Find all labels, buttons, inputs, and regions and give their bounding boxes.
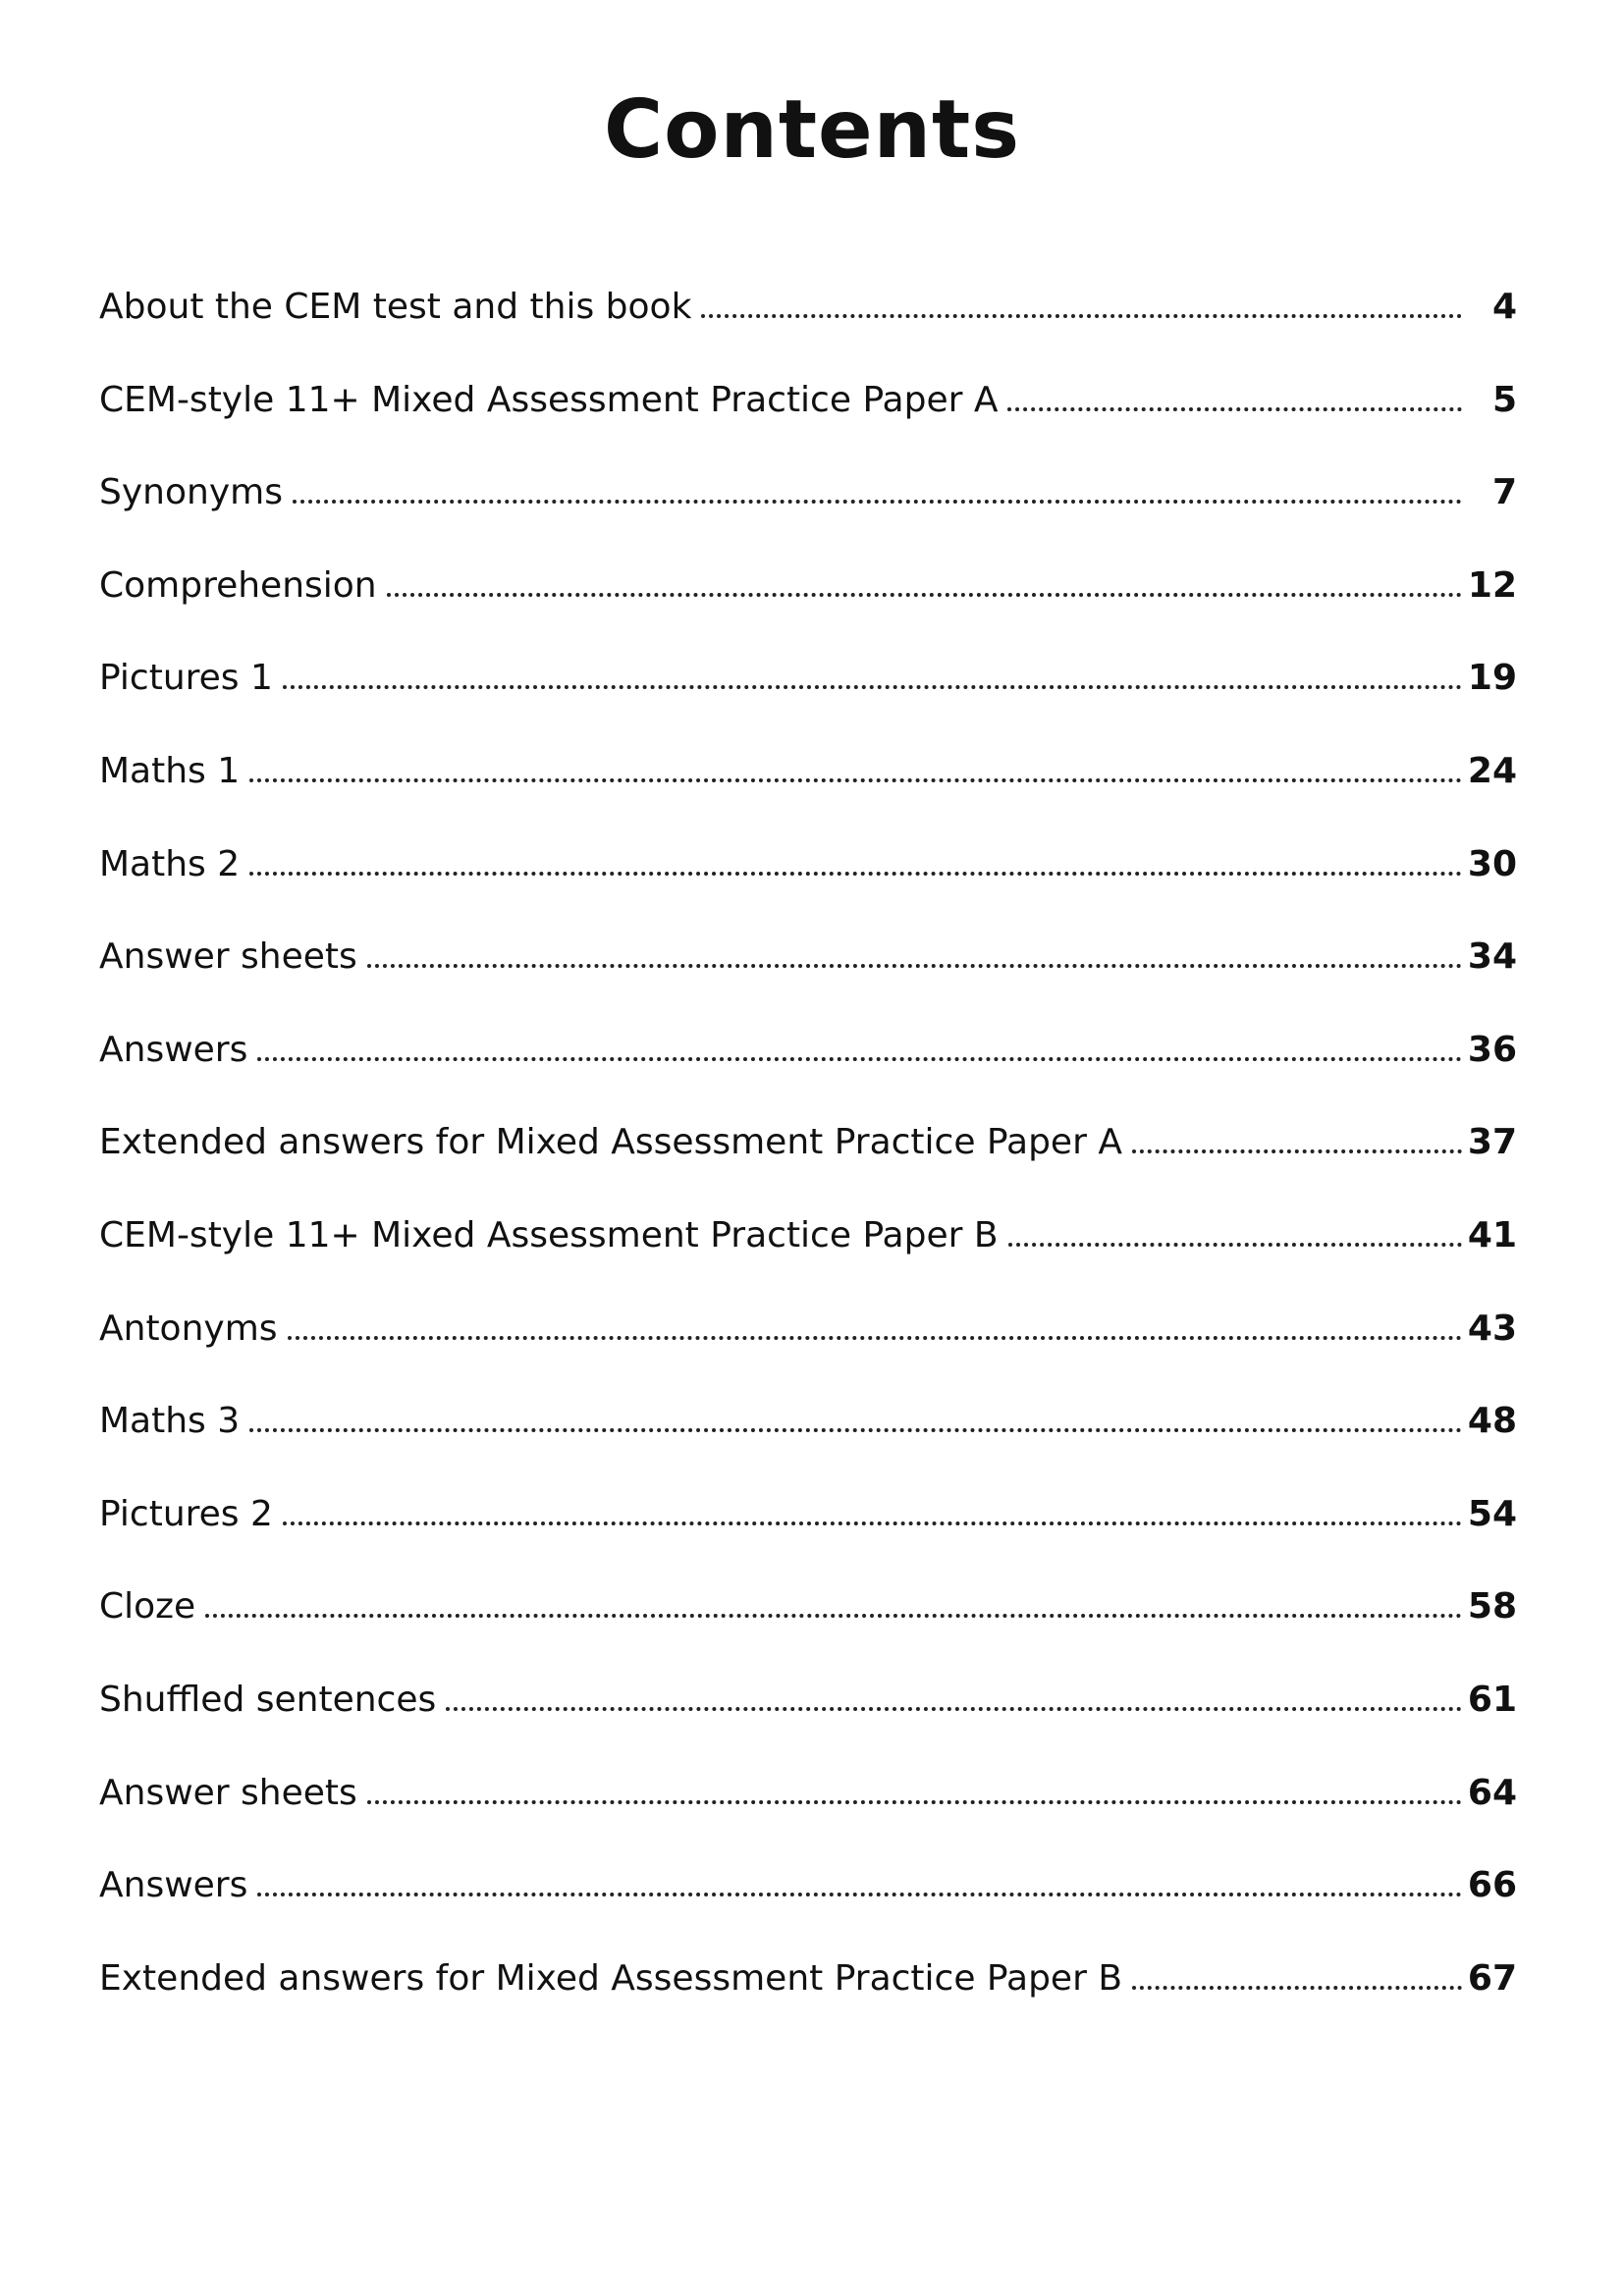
toc-entry-label: Pictures 1: [99, 658, 273, 699]
toc-entry-page: 5: [1491, 379, 1517, 420]
toc-entry[interactable]: [99, 632, 1517, 725]
dot-leader: [249, 778, 1462, 782]
toc-entry-label: Synonyms: [99, 472, 283, 513]
toc-entry-page: 58: [1467, 1586, 1517, 1628]
toc-entry-page: 7: [1491, 472, 1517, 513]
toc-entry-label: CEM-style 11+ Mixed Assessment Practice Paper A: [99, 379, 999, 420]
toc-entry-page: 54: [1467, 1493, 1517, 1534]
toc-entry[interactable]: [99, 911, 1517, 1004]
toc-entry[interactable]: [99, 1190, 1517, 1283]
toc-entry-label: Cloze: [99, 1586, 196, 1628]
toc-entry[interactable]: [99, 1747, 1517, 1841]
toc-entry-page: 30: [1467, 843, 1517, 884]
toc-entry-page: 19: [1467, 658, 1517, 699]
toc-entry-label: Answer sheets: [99, 1772, 357, 1813]
toc-entry-label: Maths 3: [99, 1401, 241, 1442]
toc-entry-page: 34: [1467, 936, 1517, 978]
toc-entry-page: 37: [1467, 1122, 1517, 1163]
toc-entry[interactable]: [99, 725, 1517, 819]
toc-entry-page: 43: [1467, 1308, 1517, 1349]
dot-leader: [257, 1057, 1462, 1061]
toc-entry[interactable]: [99, 1096, 1517, 1190]
toc-entry[interactable]: [99, 1004, 1517, 1097]
toc-entry[interactable]: [99, 447, 1517, 540]
toc-entry[interactable]: [99, 540, 1517, 633]
dot-leader: [1008, 1243, 1462, 1247]
toc-entry[interactable]: [99, 1654, 1517, 1747]
toc-entry[interactable]: [99, 354, 1517, 448]
dot-leader: [1007, 407, 1462, 411]
dot-leader: [1132, 1149, 1462, 1153]
dot-leader: [701, 314, 1462, 318]
toc-entry-label: Maths 2: [99, 843, 241, 884]
dot-leader: [387, 593, 1462, 597]
dot-leader: [293, 500, 1462, 504]
toc-entry-label: Answer sheets: [99, 936, 357, 978]
toc-entry-label: Pictures 2: [99, 1493, 273, 1534]
toc-entry-label: Antonyms: [99, 1308, 278, 1349]
toc-entry[interactable]: [99, 1933, 1517, 2026]
toc-entry-page: 48: [1467, 1401, 1517, 1442]
toc-entry-page: 64: [1467, 1772, 1517, 1813]
toc-entry[interactable]: [99, 1283, 1517, 1376]
dot-leader: [288, 1336, 1462, 1340]
dot-leader: [257, 1893, 1462, 1896]
toc-entry-page: 41: [1467, 1214, 1517, 1255]
toc-entry[interactable]: [99, 261, 1517, 354]
toc-entry-page: 67: [1467, 1957, 1517, 1999]
toc-entry-label: CEM-style 11+ Mixed Assessment Practice Paper B: [99, 1214, 999, 1255]
toc-entry-label: Extended answers for Mixed Assessment Practice Paper B: [99, 1957, 1123, 1999]
toc-entry-label: About the CEM test and this book: [99, 287, 692, 327]
dot-leader: [249, 1428, 1462, 1432]
dot-leader: [249, 872, 1462, 876]
dot-leader: [283, 1522, 1462, 1525]
toc-entry-page: 12: [1467, 564, 1517, 606]
dot-leader: [367, 964, 1462, 968]
toc-entry[interactable]: [99, 819, 1517, 912]
toc-entry[interactable]: [99, 1375, 1517, 1468]
toc-entry-page: 61: [1467, 1679, 1517, 1720]
toc-entry-label: Shuffled sentences: [99, 1679, 437, 1720]
dot-leader: [367, 1800, 1462, 1804]
dot-leader: [283, 685, 1462, 689]
toc-entry-label: Maths 1: [99, 750, 241, 791]
page-title: Contents: [603, 83, 1021, 177]
toc-entry-label: Answers: [99, 1865, 248, 1906]
dot-leader: [446, 1707, 1462, 1711]
dot-leader: [205, 1614, 1462, 1618]
dot-leader: [1132, 1986, 1462, 1990]
toc-entry-label: Answers: [99, 1029, 248, 1070]
toc-entry-label: Comprehension: [99, 564, 377, 606]
toc-entry[interactable]: [99, 1840, 1517, 1933]
toc-entry-page: 66: [1467, 1865, 1517, 1906]
table-of-contents: [99, 261, 1517, 2025]
toc-entry-page: 4: [1491, 287, 1517, 327]
toc-entry[interactable]: [99, 1468, 1517, 1562]
toc-entry-label: Extended answers for Mixed Assessment Practice Paper A: [99, 1122, 1122, 1163]
toc-entry[interactable]: [99, 1561, 1517, 1654]
toc-entry-page: 24: [1467, 750, 1517, 791]
toc-entry-page: 36: [1467, 1029, 1517, 1070]
